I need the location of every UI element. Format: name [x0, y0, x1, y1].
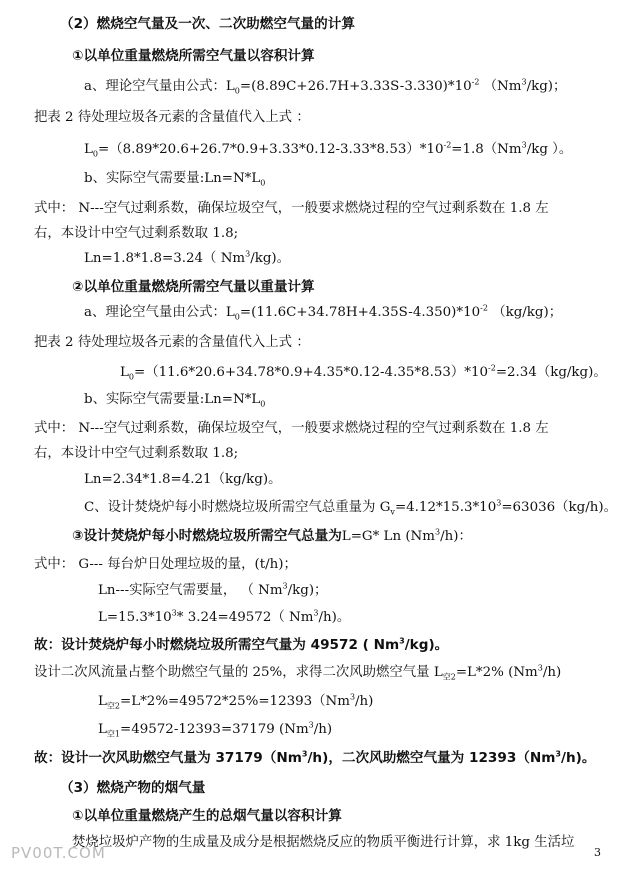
calc-ln-weight: Ln=2.34*1.8=4.21（kg/kg)。: [84, 472, 282, 487]
note-excess-air-1-cont: 右，本设计中空气过剩系数取 1.8;: [34, 226, 239, 241]
paragraph-flue-gas: 焚烧垃圾炉产物的生成量及成分是根据燃烧反应的物质平衡进行计算，求 1kg 生活垃: [72, 835, 575, 850]
formula-actual-air-1: b、实际空气需要量$:Ln=N*L_0$: [84, 171, 266, 188]
subheading-2: ②以单位重量燃烧所需空气量以重量计算: [72, 279, 315, 295]
section-heading-2: （2）燃烧空气量及一次、二次助燃空气量的计算: [60, 16, 355, 32]
formula-theoretical-air-weight: a、理论空气量由公式：$L_0=(11.6C+34.78H+4.35S-4.350)*10^{-2}$ （kg/kg)；: [84, 303, 563, 322]
watermark-logo: PV00T.COM: [11, 844, 106, 862]
formula-actual-air-2: b、实际空气需要量$:Ln=N*L_0$: [84, 392, 266, 409]
calc-total-air-weight: C、设计焚烧炉每小时燃烧垃圾所需空气总重量为 $G_v=4.12*15.3*10^3=63036(kg/h)$。: [84, 498, 617, 517]
paragraph-secondary-air: 设计二次风流量占整个助燃空气量的 25%，求得二次风助燃空气量 $L_{空2}=L*2\%$ (Nm$^3$/h): [34, 663, 562, 682]
section-heading-3: （3）燃烧产物的烟气量: [60, 780, 206, 796]
formula-theoretical-air-volume: a、理论空气量由公式：$L_0=(8.89C+26.7H+3.33S-3.330)*10^{-2}$ （Nm$^3$/kg)；: [84, 77, 567, 96]
note-excess-air-2: 式中： N---空气过剩系数，确保垃圾空气，一般要求燃烧过程的空气过剩系数在 1.8 左: [34, 421, 549, 436]
calc-ln-volume: Ln=1.8*1.8=3.24（ Nm$^3$/kg)。: [84, 249, 291, 266]
paragraph-substitute-2: 把表 2 待处理垃圾各元素的含量值代入上式 ：: [34, 335, 310, 350]
note-excess-air-1: 式中： N---空气过剩系数，确保垃圾空气，一般要求燃烧过程的空气过剩系数在 1.8 左: [34, 201, 549, 216]
subheading-1: ①以单位重量燃烧所需空气量以容积计算: [72, 48, 315, 64]
calc-l1: $L_{空1}=49572-12393=37179$ (Nm$^3$/h): [98, 720, 333, 739]
calc-l2: $L_{空2}=L*2\%=49572*25\%=12393(Nm^3/h)$: [98, 692, 374, 711]
subheading-3: ③设计焚烧炉每小时燃烧垃圾所需空气总量为L=G* Ln (Nm$^3$/h)：: [72, 527, 472, 544]
note-excess-air-2-cont: 右，本设计中空气过剩系数取 1.8;: [34, 446, 239, 461]
conclusion-1: 故：设计焚烧炉每小时燃烧垃圾所需空气量为 49572 ( Nm$^3$/kg)。: [34, 636, 449, 653]
calc-l0-volume: $L_0=(8.89*20.6+26.7*0.9+3.33*0.12-3.33*8.53)*10^{-2}=1.8(Nm^3/kg$ ）。: [84, 140, 573, 159]
calc-l-total: $L=15.3*10^3*$ 3.24=49572（ Nm$^3$/h)。: [98, 608, 351, 625]
def-g: 式中： G--- 每台炉日处理垃圾的量，(t/h)；: [34, 557, 297, 572]
calc-l0-weight: $L_0=(11.6*20.6+34.78*0.9+4.35*0.12-4.35*8.53)*10^{-2}=2.34(kg/kg)$。: [120, 363, 607, 382]
conclusion-2: 故：设计一次风助燃空气量为 37179（Nm$^3$/h)，二次风助燃空气量为 12393（Nm$^3$/h)。: [34, 749, 596, 766]
page-number: 3: [594, 846, 601, 859]
subheading-3-1: ①以单位重量燃烧产生的总烟气量以容积计算: [72, 808, 342, 824]
paragraph-substitute-1: 把表 2 待处理垃圾各元素的含量值代入上式 ：: [34, 110, 310, 125]
def-ln: Ln---实际空气需要量， （ Nm$^3$/kg)；: [98, 581, 328, 598]
